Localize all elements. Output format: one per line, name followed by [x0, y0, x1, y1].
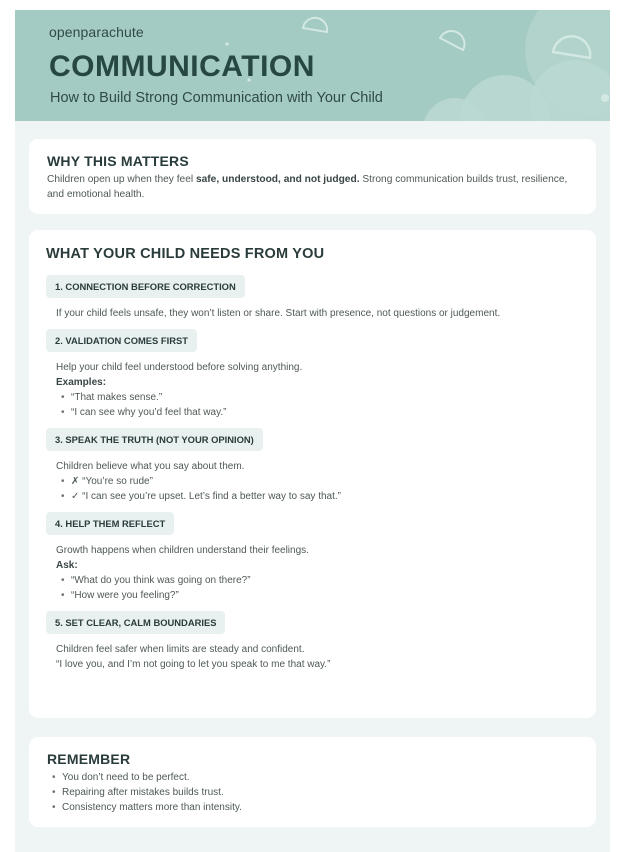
list-item: • You don’t need to be perfect.	[62, 770, 578, 785]
list-item: • Consistency matters more than intensity.	[62, 800, 578, 815]
need-item-boundaries	[46, 611, 579, 672]
list-item: • ✗ “You’re so rude”	[71, 474, 579, 489]
need-item-connection	[46, 275, 579, 321]
list-item: • “What do you think was going on there?”	[71, 573, 579, 588]
needs-heading: WHAT YOUR CHILD NEEDS FROM YOU	[46, 246, 325, 262]
need-description: Growth happens when children understand their feelings.	[56, 545, 309, 556]
why-text: Children open up when they feel safe, understood, and not judged. Strong communication builds trust, resilience, and emotional health.	[47, 174, 568, 200]
need-title: 3. SPEAK THE TRUTH (NOT YOUR OPINION)	[46, 428, 263, 451]
why-heading: WHY THIS MATTERS	[47, 153, 189, 169]
need-description: Children believe what you say about them.	[56, 461, 245, 472]
list-item: • “I can see why you’d feel that way.”	[71, 405, 579, 420]
openparachute-logo: openparachute	[49, 24, 144, 40]
child-needs-card	[29, 230, 596, 718]
list-item: • “That makes sense.”	[71, 390, 579, 405]
page-title: COMMUNICATION	[49, 50, 315, 83]
need-item-validation	[46, 329, 579, 420]
need-bullets	[46, 474, 579, 504]
remember-card	[29, 737, 596, 827]
need-description: Children feel safer when limits are steady and confident.	[56, 644, 305, 655]
need-description: Help your child feel understood before solving anything.	[56, 362, 303, 373]
why-emphasis: safe, understood, and not judged.	[195, 174, 360, 185]
need-bullets	[46, 573, 579, 603]
list-item: • “How were you feeling?”	[71, 588, 579, 603]
need-description: If your child feels unsafe, they won’t listen or share. Start with presence, not questions or judgement.	[56, 308, 501, 319]
need-title: 5. SET CLEAR, CALM BOUNDARIES	[46, 611, 225, 634]
need-item-speak-truth	[46, 428, 579, 504]
page	[15, 10, 610, 852]
need-title: 4. HELP THEM REFLECT	[46, 512, 174, 535]
need-quote: “I love you, and I’m not going to let you speak to me that way.”	[56, 659, 331, 670]
header-banner	[15, 10, 610, 121]
page-subtitle: How to Build Strong Communication with Your Child	[50, 90, 383, 106]
remember-heading: REMEMBER	[47, 751, 131, 767]
list-item: • Repairing after mistakes builds trust.	[62, 785, 578, 800]
need-item-reflect	[46, 512, 579, 603]
why-this-matters-card	[29, 139, 596, 214]
remember-bullets	[47, 770, 578, 815]
list-item: • ✓ “I can see you’re upset. Let’s find a better way to say that.”	[71, 489, 579, 504]
need-title: 1. CONNECTION BEFORE CORRECTION	[46, 275, 245, 298]
need-label: Examples:	[56, 377, 107, 388]
need-label: Ask:	[56, 560, 78, 571]
need-title: 2. VALIDATION COMES FIRST	[46, 329, 197, 352]
need-bullets	[46, 390, 579, 420]
